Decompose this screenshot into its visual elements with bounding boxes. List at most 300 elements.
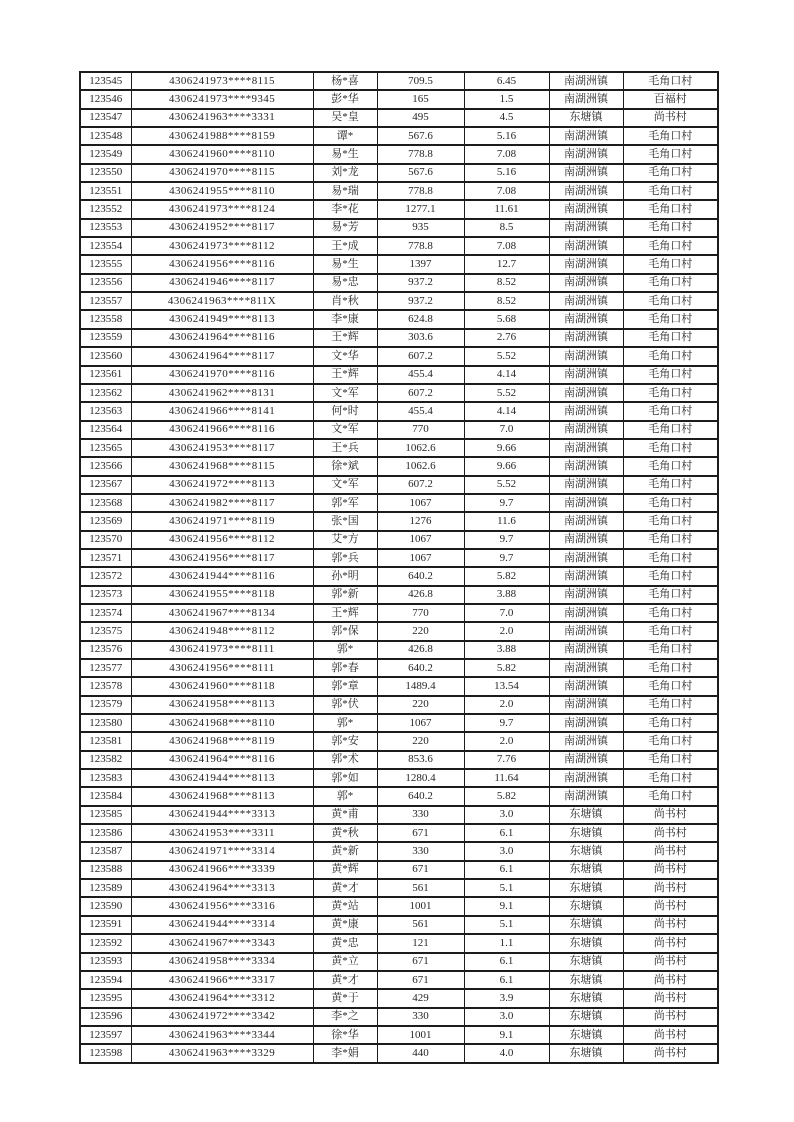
cell-village: 毛角口村 xyxy=(623,274,718,292)
cell-town: 南湖洲镇 xyxy=(549,714,623,732)
cell-masked-id: 4306241963****3344 xyxy=(131,1026,313,1044)
cell-masked-id: 4306241953****3311 xyxy=(131,824,313,842)
cell-town: 南湖洲镇 xyxy=(549,604,623,622)
cell-seq: 123593 xyxy=(80,953,131,971)
cell-seq: 123573 xyxy=(80,586,131,604)
table-row xyxy=(80,347,718,365)
cell-town: 东塘镇 xyxy=(549,879,623,897)
cell-town: 南湖洲镇 xyxy=(549,421,623,439)
table-row xyxy=(80,109,718,127)
cell-village: 毛角口村 xyxy=(623,659,718,677)
cell-value2: 3.0 xyxy=(464,842,549,860)
cell-village: 毛角口村 xyxy=(623,127,718,145)
table-row xyxy=(80,439,718,457)
cell-masked-id: 4306241963****3329 xyxy=(131,1044,313,1062)
cell-town: 南湖洲镇 xyxy=(549,347,623,365)
cell-masked-id: 4306241946****8117 xyxy=(131,274,313,292)
cell-village: 毛角口村 xyxy=(623,567,718,585)
cell-village: 毛角口村 xyxy=(623,219,718,237)
cell-name: 肖*秋 xyxy=(313,292,377,310)
cell-value1: 121 xyxy=(377,934,464,952)
cell-masked-id: 4306241962****8131 xyxy=(131,384,313,402)
cell-name: 吴*皇 xyxy=(313,109,377,127)
cell-value1: 455.4 xyxy=(377,366,464,384)
cell-name: 彭*华 xyxy=(313,90,377,108)
cell-village: 毛角口村 xyxy=(623,457,718,475)
table-row xyxy=(80,787,718,805)
cell-value1: 1001 xyxy=(377,897,464,915)
cell-seq: 123578 xyxy=(80,677,131,695)
cell-value2: 8.5 xyxy=(464,219,549,237)
cell-masked-id: 4306241970****8115 xyxy=(131,164,313,182)
cell-value1: 220 xyxy=(377,732,464,750)
cell-town: 南湖洲镇 xyxy=(549,439,623,457)
cell-village: 尚书村 xyxy=(623,1026,718,1044)
cell-name: 文*军 xyxy=(313,384,377,402)
cell-masked-id: 4306241964****8116 xyxy=(131,751,313,769)
cell-name: 杨*喜 xyxy=(313,72,377,90)
cell-value2: 2.0 xyxy=(464,622,549,640)
cell-value1: 330 xyxy=(377,842,464,860)
table-row xyxy=(80,751,718,769)
cell-masked-id: 4306241970****8116 xyxy=(131,366,313,384)
cell-village: 尚书村 xyxy=(623,934,718,952)
cell-value2: 4.14 xyxy=(464,366,549,384)
cell-value2: 4.0 xyxy=(464,1044,549,1062)
cell-village: 毛角口村 xyxy=(623,512,718,530)
cell-value1: 561 xyxy=(377,916,464,934)
cell-value1: 624.8 xyxy=(377,310,464,328)
cell-village: 毛角口村 xyxy=(623,421,718,439)
cell-value2: 11.64 xyxy=(464,769,549,787)
cell-name: 黄*立 xyxy=(313,953,377,971)
cell-town: 南湖洲镇 xyxy=(549,641,623,659)
cell-seq: 123553 xyxy=(80,219,131,237)
cell-village: 毛角口村 xyxy=(623,347,718,365)
cell-value2: 5.52 xyxy=(464,476,549,494)
cell-seq: 123552 xyxy=(80,200,131,218)
cell-seq: 123558 xyxy=(80,310,131,328)
cell-name: 文*军 xyxy=(313,421,377,439)
cell-value1: 1067 xyxy=(377,714,464,732)
cell-seq: 123592 xyxy=(80,934,131,952)
table-row xyxy=(80,549,718,567)
table-row xyxy=(80,402,718,420)
cell-name: 黄*秋 xyxy=(313,824,377,842)
cell-town: 南湖洲镇 xyxy=(549,549,623,567)
cell-village: 毛角口村 xyxy=(623,255,718,273)
cell-town: 南湖洲镇 xyxy=(549,255,623,273)
cell-value2: 7.08 xyxy=(464,145,549,163)
cell-village: 尚书村 xyxy=(623,971,718,989)
cell-masked-id: 4306241956****8117 xyxy=(131,549,313,567)
cell-village: 毛角口村 xyxy=(623,292,718,310)
cell-village: 尚书村 xyxy=(623,953,718,971)
table-row xyxy=(80,1008,718,1026)
cell-value2: 11.61 xyxy=(464,200,549,218)
cell-name: 郭*保 xyxy=(313,622,377,640)
table-row xyxy=(80,604,718,622)
cell-seq: 123582 xyxy=(80,751,131,769)
cell-value1: 671 xyxy=(377,824,464,842)
cell-value2: 9.7 xyxy=(464,494,549,512)
cell-name: 郭*章 xyxy=(313,677,377,695)
cell-village: 毛角口村 xyxy=(623,402,718,420)
cell-name: 王*辉 xyxy=(313,604,377,622)
cell-name: 易*瑞 xyxy=(313,182,377,200)
cell-name: 黄*站 xyxy=(313,897,377,915)
cell-masked-id: 4306241958****3334 xyxy=(131,953,313,971)
cell-town: 南湖洲镇 xyxy=(549,769,623,787)
cell-value2: 3.9 xyxy=(464,989,549,1007)
table-row xyxy=(80,567,718,585)
cell-value1: 937.2 xyxy=(377,274,464,292)
cell-value2: 5.52 xyxy=(464,384,549,402)
cell-village: 毛角口村 xyxy=(623,696,718,714)
table-row xyxy=(80,512,718,530)
cell-town: 南湖洲镇 xyxy=(549,292,623,310)
table-row xyxy=(80,769,718,787)
table-row xyxy=(80,219,718,237)
cell-value2: 3.88 xyxy=(464,586,549,604)
cell-name: 郭*春 xyxy=(313,659,377,677)
cell-masked-id: 4306241964****3312 xyxy=(131,989,313,1007)
cell-seq: 123572 xyxy=(80,567,131,585)
cell-town: 东塘镇 xyxy=(549,842,623,860)
table-row xyxy=(80,531,718,549)
cell-value1: 495 xyxy=(377,109,464,127)
table-row xyxy=(80,879,718,897)
records-table xyxy=(79,71,719,1064)
cell-village: 毛角口村 xyxy=(623,237,718,255)
cell-name: 易*忠 xyxy=(313,274,377,292)
cell-seq: 123554 xyxy=(80,237,131,255)
cell-value2: 5.16 xyxy=(464,127,549,145)
cell-masked-id: 4306241953****8117 xyxy=(131,439,313,457)
cell-seq: 123569 xyxy=(80,512,131,530)
cell-value1: 1397 xyxy=(377,255,464,273)
cell-value1: 426.8 xyxy=(377,641,464,659)
cell-masked-id: 4306241958****8113 xyxy=(131,696,313,714)
cell-masked-id: 4306241973****8115 xyxy=(131,72,313,90)
cell-seq: 123576 xyxy=(80,641,131,659)
cell-value1: 671 xyxy=(377,971,464,989)
cell-town: 东塘镇 xyxy=(549,897,623,915)
cell-masked-id: 4306241956****3316 xyxy=(131,897,313,915)
cell-seq: 123597 xyxy=(80,1026,131,1044)
cell-masked-id: 4306241966****3339 xyxy=(131,861,313,879)
cell-seq: 123598 xyxy=(80,1044,131,1062)
table-row xyxy=(80,274,718,292)
table-row xyxy=(80,1026,718,1044)
cell-value1: 220 xyxy=(377,622,464,640)
cell-name: 郭* xyxy=(313,641,377,659)
cell-seq: 123587 xyxy=(80,842,131,860)
table-row xyxy=(80,476,718,494)
cell-village: 毛角口村 xyxy=(623,164,718,182)
cell-value2: 2.0 xyxy=(464,696,549,714)
table-row xyxy=(80,255,718,273)
cell-town: 南湖洲镇 xyxy=(549,476,623,494)
cell-value1: 1067 xyxy=(377,494,464,512)
cell-village: 毛角口村 xyxy=(623,769,718,787)
cell-village: 尚书村 xyxy=(623,916,718,934)
cell-seq: 123568 xyxy=(80,494,131,512)
cell-value1: 1001 xyxy=(377,1026,464,1044)
cell-seq: 123585 xyxy=(80,806,131,824)
cell-masked-id: 4306241971****3314 xyxy=(131,842,313,860)
cell-masked-id: 4306241967****3343 xyxy=(131,934,313,952)
cell-masked-id: 4306241963****3331 xyxy=(131,109,313,127)
cell-village: 毛角口村 xyxy=(623,641,718,659)
cell-value1: 426.8 xyxy=(377,586,464,604)
table-row xyxy=(80,971,718,989)
table-row xyxy=(80,897,718,915)
cell-name: 郭* xyxy=(313,714,377,732)
cell-town: 东塘镇 xyxy=(549,1044,623,1062)
cell-value1: 455.4 xyxy=(377,402,464,420)
cell-value2: 3.0 xyxy=(464,806,549,824)
cell-masked-id: 4306241982****8117 xyxy=(131,494,313,512)
cell-seq: 123586 xyxy=(80,824,131,842)
cell-value1: 220 xyxy=(377,696,464,714)
cell-village: 毛角口村 xyxy=(623,329,718,347)
cell-value1: 607.2 xyxy=(377,384,464,402)
cell-value2: 5.68 xyxy=(464,310,549,328)
cell-name: 文*华 xyxy=(313,347,377,365)
cell-town: 南湖洲镇 xyxy=(549,457,623,475)
cell-value2: 9.7 xyxy=(464,549,549,567)
cell-value2: 4.14 xyxy=(464,402,549,420)
table-row xyxy=(80,200,718,218)
cell-value1: 709.5 xyxy=(377,72,464,90)
cell-value1: 1067 xyxy=(377,549,464,567)
cell-village: 尚书村 xyxy=(623,1008,718,1026)
cell-name: 何*时 xyxy=(313,402,377,420)
cell-town: 南湖洲镇 xyxy=(549,696,623,714)
table-row xyxy=(80,182,718,200)
cell-name: 王*辉 xyxy=(313,366,377,384)
cell-value1: 671 xyxy=(377,861,464,879)
cell-masked-id: 4306241967****8134 xyxy=(131,604,313,622)
cell-masked-id: 4306241964****8116 xyxy=(131,329,313,347)
table-row xyxy=(80,622,718,640)
cell-masked-id: 4306241955****8118 xyxy=(131,586,313,604)
cell-seq: 123579 xyxy=(80,696,131,714)
cell-village: 毛角口村 xyxy=(623,182,718,200)
table-row xyxy=(80,861,718,879)
cell-value2: 7.0 xyxy=(464,604,549,622)
cell-masked-id: 4306241960****8118 xyxy=(131,677,313,695)
cell-seq: 123547 xyxy=(80,109,131,127)
cell-value1: 778.8 xyxy=(377,182,464,200)
cell-town: 东塘镇 xyxy=(549,953,623,971)
table-row xyxy=(80,806,718,824)
cell-village: 毛角口村 xyxy=(623,72,718,90)
cell-value1: 671 xyxy=(377,953,464,971)
cell-name: 张*国 xyxy=(313,512,377,530)
cell-value1: 607.2 xyxy=(377,476,464,494)
cell-town: 南湖洲镇 xyxy=(549,531,623,549)
table-row xyxy=(80,714,718,732)
cell-village: 百福村 xyxy=(623,90,718,108)
cell-value1: 1067 xyxy=(377,531,464,549)
cell-village: 毛角口村 xyxy=(623,531,718,549)
cell-town: 南湖洲镇 xyxy=(549,219,623,237)
cell-town: 南湖洲镇 xyxy=(549,567,623,585)
cell-masked-id: 4306241956****8112 xyxy=(131,531,313,549)
cell-seq: 123555 xyxy=(80,255,131,273)
cell-value1: 1280.4 xyxy=(377,769,464,787)
cell-masked-id: 4306241988****8159 xyxy=(131,127,313,145)
cell-seq: 123575 xyxy=(80,622,131,640)
cell-value1: 770 xyxy=(377,421,464,439)
cell-seq: 123563 xyxy=(80,402,131,420)
cell-name: 郭*如 xyxy=(313,769,377,787)
cell-seq: 123571 xyxy=(80,549,131,567)
cell-village: 尚书村 xyxy=(623,989,718,1007)
table-row xyxy=(80,145,718,163)
cell-village: 毛角口村 xyxy=(623,751,718,769)
cell-value1: 440 xyxy=(377,1044,464,1062)
cell-seq: 123574 xyxy=(80,604,131,622)
cell-masked-id: 4306241944****8113 xyxy=(131,769,313,787)
cell-name: 李*康 xyxy=(313,310,377,328)
cell-town: 东塘镇 xyxy=(549,861,623,879)
cell-town: 南湖洲镇 xyxy=(549,90,623,108)
cell-town: 南湖洲镇 xyxy=(549,72,623,90)
cell-town: 南湖洲镇 xyxy=(549,237,623,255)
cell-town: 南湖洲镇 xyxy=(549,182,623,200)
cell-value1: 937.2 xyxy=(377,292,464,310)
table-row xyxy=(80,90,718,108)
cell-value1: 1062.6 xyxy=(377,457,464,475)
cell-village: 尚书村 xyxy=(623,842,718,860)
cell-masked-id: 4306241972****3342 xyxy=(131,1008,313,1026)
cell-seq: 123590 xyxy=(80,897,131,915)
cell-town: 南湖洲镇 xyxy=(549,751,623,769)
table-row xyxy=(80,696,718,714)
cell-name: 黄*甫 xyxy=(313,806,377,824)
table-row xyxy=(80,677,718,695)
cell-masked-id: 4306241964****8117 xyxy=(131,347,313,365)
cell-town: 南湖洲镇 xyxy=(549,732,623,750)
cell-seq: 123556 xyxy=(80,274,131,292)
table-row xyxy=(80,494,718,512)
cell-name: 黄*才 xyxy=(313,971,377,989)
cell-value2: 8.52 xyxy=(464,274,549,292)
cell-value1: 770 xyxy=(377,604,464,622)
table-row xyxy=(80,842,718,860)
cell-masked-id: 4306241966****8116 xyxy=(131,421,313,439)
cell-name: 黄*新 xyxy=(313,842,377,860)
cell-masked-id: 4306241973****8111 xyxy=(131,641,313,659)
cell-name: 易*生 xyxy=(313,145,377,163)
cell-value1: 1062.6 xyxy=(377,439,464,457)
cell-town: 南湖洲镇 xyxy=(549,622,623,640)
cell-value2: 5.1 xyxy=(464,916,549,934)
cell-seq: 123546 xyxy=(80,90,131,108)
cell-value2: 5.16 xyxy=(464,164,549,182)
cell-town: 南湖洲镇 xyxy=(549,787,623,805)
cell-masked-id: 4306241956****8116 xyxy=(131,255,313,273)
cell-name: 郭* xyxy=(313,787,377,805)
table-row xyxy=(80,384,718,402)
cell-value2: 13.54 xyxy=(464,677,549,695)
cell-name: 郭*术 xyxy=(313,751,377,769)
cell-value1: 640.2 xyxy=(377,787,464,805)
cell-masked-id: 4306241968****8110 xyxy=(131,714,313,732)
cell-value1: 640.2 xyxy=(377,659,464,677)
cell-value1: 853.6 xyxy=(377,751,464,769)
cell-town: 南湖洲镇 xyxy=(549,274,623,292)
cell-value1: 778.8 xyxy=(377,145,464,163)
cell-masked-id: 4306241955****8110 xyxy=(131,182,313,200)
cell-value1: 935 xyxy=(377,219,464,237)
cell-value1: 607.2 xyxy=(377,347,464,365)
cell-seq: 123581 xyxy=(80,732,131,750)
cell-name: 谭* xyxy=(313,127,377,145)
cell-value2: 9.7 xyxy=(464,531,549,549)
cell-value1: 1276 xyxy=(377,512,464,530)
cell-seq: 123580 xyxy=(80,714,131,732)
cell-town: 东塘镇 xyxy=(549,989,623,1007)
cell-town: 东塘镇 xyxy=(549,806,623,824)
cell-name: 王*成 xyxy=(313,237,377,255)
cell-seq: 123549 xyxy=(80,145,131,163)
cell-town: 东塘镇 xyxy=(549,1008,623,1026)
table-row xyxy=(80,586,718,604)
cell-name: 黄*于 xyxy=(313,989,377,1007)
table-row xyxy=(80,366,718,384)
cell-seq: 123551 xyxy=(80,182,131,200)
cell-town: 南湖洲镇 xyxy=(549,200,623,218)
cell-name: 易*芳 xyxy=(313,219,377,237)
cell-village: 毛角口村 xyxy=(623,549,718,567)
cell-masked-id: 4306241968****8115 xyxy=(131,457,313,475)
cell-village: 尚书村 xyxy=(623,1044,718,1062)
cell-seq: 123559 xyxy=(80,329,131,347)
cell-town: 东塘镇 xyxy=(549,916,623,934)
cell-name: 李*花 xyxy=(313,200,377,218)
cell-value2: 5.82 xyxy=(464,659,549,677)
cell-name: 王*辉 xyxy=(313,329,377,347)
cell-value2: 8.52 xyxy=(464,292,549,310)
cell-town: 南湖洲镇 xyxy=(549,494,623,512)
cell-value2: 5.52 xyxy=(464,347,549,365)
cell-value1: 1277.1 xyxy=(377,200,464,218)
cell-value2: 2.76 xyxy=(464,329,549,347)
cell-village: 毛角口村 xyxy=(623,366,718,384)
cell-town: 南湖洲镇 xyxy=(549,402,623,420)
cell-village: 毛角口村 xyxy=(623,787,718,805)
table-row xyxy=(80,310,718,328)
cell-masked-id: 4306241944****3313 xyxy=(131,806,313,824)
cell-seq: 123596 xyxy=(80,1008,131,1026)
cell-village: 毛角口村 xyxy=(623,604,718,622)
cell-village: 毛角口村 xyxy=(623,439,718,457)
cell-name: 黄*辉 xyxy=(313,861,377,879)
cell-value1: 165 xyxy=(377,90,464,108)
cell-value2: 5.82 xyxy=(464,787,549,805)
cell-value1: 561 xyxy=(377,879,464,897)
cell-value2: 6.1 xyxy=(464,861,549,879)
cell-masked-id: 4306241964****3313 xyxy=(131,879,313,897)
cell-value2: 9.1 xyxy=(464,897,549,915)
cell-value2: 2.0 xyxy=(464,732,549,750)
cell-value2: 12.7 xyxy=(464,255,549,273)
cell-name: 郭*安 xyxy=(313,732,377,750)
